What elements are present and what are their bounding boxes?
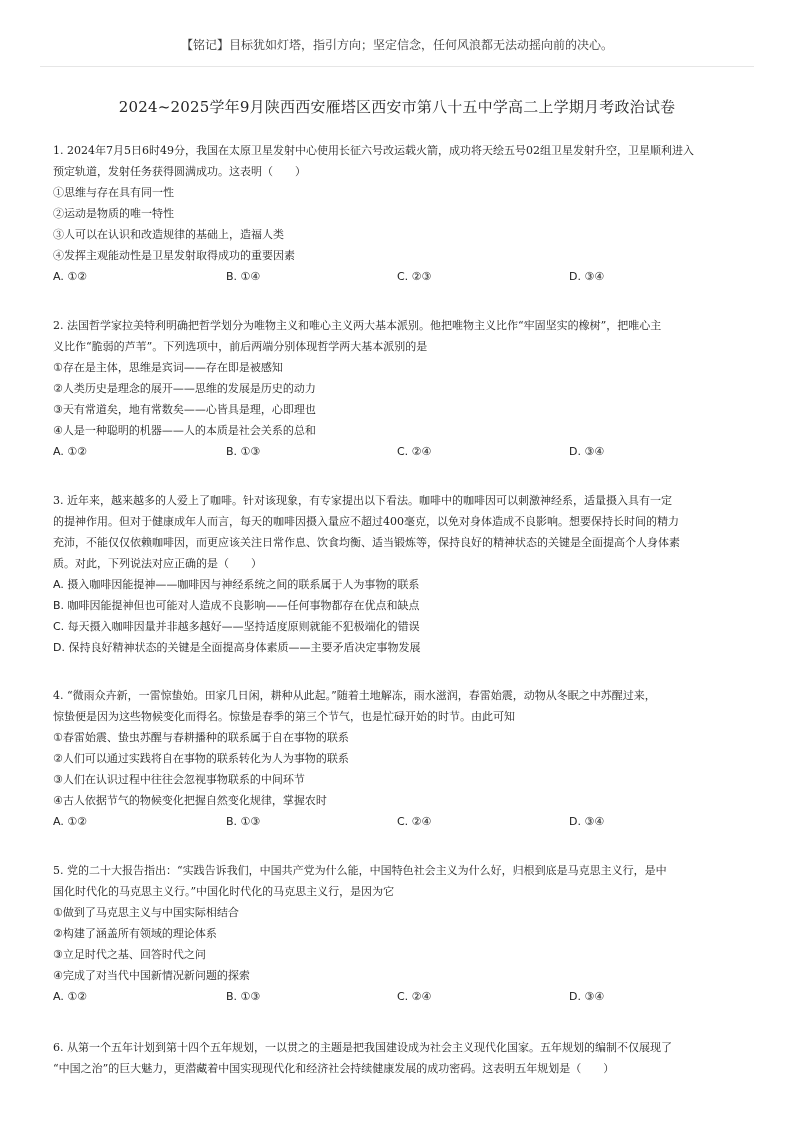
question-2 bbox=[53, 315, 743, 462]
choice-b: B. ①③ bbox=[226, 990, 261, 1003]
exam-title: 2024~2025学年9月陕西西安雁塔区西安市第八十五中学高二上学期月考政治试卷 bbox=[118, 98, 676, 116]
choice-c: C. ②④ bbox=[397, 815, 432, 828]
answer-choices bbox=[53, 441, 743, 462]
option-item: A. 摄入咖啡因能提神——咖啡因与神经系统之间的联系属于人为事物的联系 bbox=[53, 578, 420, 591]
choice-a: A. ①② bbox=[53, 990, 88, 1003]
choice-d: D. ③④ bbox=[569, 270, 605, 283]
statement-item: ③人可以在认识和改造规律的基础上，造福人类 bbox=[53, 228, 284, 241]
statement-item: ③立足时代之基、回答时代之问 bbox=[53, 948, 206, 961]
question-stem-line: 惊蛰便是因为这些物候变化而得名。惊蛰是春季的第三个节气，也是忙碌开始的时节。由此可知 bbox=[53, 710, 515, 723]
choice-b: B. ①③ bbox=[226, 815, 261, 828]
question-stem-line: 预定轨道，发射任务获得圆满成功。这表明（ ） bbox=[53, 165, 306, 178]
option-item: C. 每天摄入咖啡因量并非越多越好——坚持适度原则就能不犯极端化的错误 bbox=[53, 620, 420, 633]
question-stem-line: 3. 近年来，越来越多的人爱上了咖啡。针对该现象，有专家提出以下看法。咖啡中的咖啡因可以刺激神经系，适量摄入具有一定 bbox=[53, 494, 672, 507]
header-motto: 【铭记】目标犹如灯塔，指引方向；坚定信念，任何风浪都无法动摇向前的决心。 bbox=[180, 38, 613, 52]
statement-item: ①春雷始震、蛰虫苏醒与春耕播种的联系属于自在事物的联系 bbox=[53, 731, 349, 744]
question-stem-line: 2. 法国哲学家拉美特利明确把哲学划分为唯物主义和唯心主义两大基本派别。他把唯物主义比作“牢固坚实的橡树”，把唯心主 bbox=[53, 319, 662, 332]
statement-item: ④发挥主观能动性是卫星发射取得成功的重要因素 bbox=[53, 249, 295, 262]
question-stem-line: 充沛，不能仅仅依赖咖啡因，而更应该关注日常作息、饮食均衡、适当锻炼等，保持良好的精神状态的关键是全面提高个人身体素 bbox=[53, 536, 680, 549]
question-5 bbox=[53, 860, 743, 1007]
choice-c: C. ②④ bbox=[397, 445, 432, 458]
question-4 bbox=[53, 685, 743, 832]
statement-item: ②人类历史是理念的展开——思维的发展是历史的动力 bbox=[53, 382, 316, 395]
choice-b: B. ①④ bbox=[226, 270, 261, 283]
choice-b: B. ①③ bbox=[226, 445, 261, 458]
question-stem-line: 义比作“脆弱的芦苇”。下列选项中，前后两端分别体现哲学两大基本派别的是 bbox=[53, 340, 428, 353]
statement-item: ②运动是物质的唯一特性 bbox=[53, 207, 174, 220]
answer-choices bbox=[53, 266, 743, 287]
option-item: D. 保持良好精神状态的关键是全面提高身体素质——主要矛盾决定事物发展 bbox=[53, 641, 421, 654]
question-3 bbox=[53, 490, 743, 658]
statement-item: ④人是一种聪明的机器——人的本质是社会关系的总和 bbox=[53, 424, 316, 437]
header-divider bbox=[40, 66, 754, 67]
statement-item: ④古人依据节气的物候变化把握自然变化规律，掌握农时 bbox=[53, 794, 327, 807]
choice-a: A. ①② bbox=[53, 815, 88, 828]
answer-choices bbox=[53, 986, 743, 1007]
choice-a: A. ①② bbox=[53, 445, 88, 458]
statement-item: ①存在是主体，思维是宾词——存在即是被感知 bbox=[53, 361, 283, 374]
question-stem-line: 国化时代化的马克思主义行。”中国化时代化的马克思主义行，是因为它 bbox=[53, 885, 395, 898]
question-stem-line: 质。对此，下列说法对应正确的是（ ） bbox=[53, 557, 262, 570]
choice-c: C. ②③ bbox=[397, 270, 432, 283]
question-1 bbox=[53, 140, 743, 287]
question-stem-line: 6. 从第一个五年计划到第十四个五年规划，一以贯之的主题是把我国建设成为社会主义现代化国家。五年规划的编制不仅展现了 bbox=[53, 1041, 672, 1054]
choice-d: D. ③④ bbox=[569, 990, 605, 1003]
choice-a: A. ①② bbox=[53, 270, 88, 283]
statement-item: ②构建了涵盖所有领域的理论体系 bbox=[53, 927, 217, 940]
choice-d: D. ③④ bbox=[569, 445, 605, 458]
statement-item: ②人们可以通过实践将自在事物的联系转化为人为事物的联系 bbox=[53, 752, 349, 765]
answer-choices bbox=[53, 811, 743, 832]
question-stem-line: 4. “微雨众卉新，一雷惊蛰始。田家几日闲，耕种从此起。”随着土地解冻，雨水滋润，春雷始震，动物从冬眠之中苏醒过来， bbox=[53, 689, 656, 702]
question-stem-line: 的提神作用。但对于健康成年人而言，每天的咖啡因摄入量应不超过400毫克，以免对身体造成不良影响。想要保持长时间的精力 bbox=[53, 515, 679, 528]
statement-item: ①思维与存在具有同一性 bbox=[53, 186, 174, 199]
statement-item: ③天有常道矣，地有常数矣——心皆具是理，心即理也 bbox=[53, 403, 316, 416]
question-stem-line: “中国之治”的巨大魅力，更潜藏着中国实现现代化和经济社会持续健康发展的成功密码。这表明五年规划是（ ） bbox=[53, 1062, 615, 1075]
question-6 bbox=[53, 1037, 743, 1079]
option-item: B. 咖啡因能提神但也可能对人造成不良影响——任何事物都存在优点和缺点 bbox=[53, 599, 420, 612]
statement-item: ①做到了马克思主义与中国实际相结合 bbox=[53, 906, 239, 919]
choice-d: D. ③④ bbox=[569, 815, 605, 828]
question-stem-line: 5. 党的二十大报告指出：“实践告诉我们，中国共产党为什么能，中国特色社会主义为什么好，归根到底是马克思主义行，是中 bbox=[53, 864, 667, 877]
question-stem-line: 1. 2024年7月5日6时49分，我国在太原卫星发射中心使用长征六号改运载火箭，成功将天绘五号02组卫星发射升空，卫星顺利进入 bbox=[53, 144, 694, 157]
statement-item: ④完成了对当代中国新情况新问题的探索 bbox=[53, 969, 250, 982]
statement-item: ③人们在认识过程中往往会忽视事物联系的中间环节 bbox=[53, 773, 305, 786]
choice-c: C. ②④ bbox=[397, 990, 432, 1003]
